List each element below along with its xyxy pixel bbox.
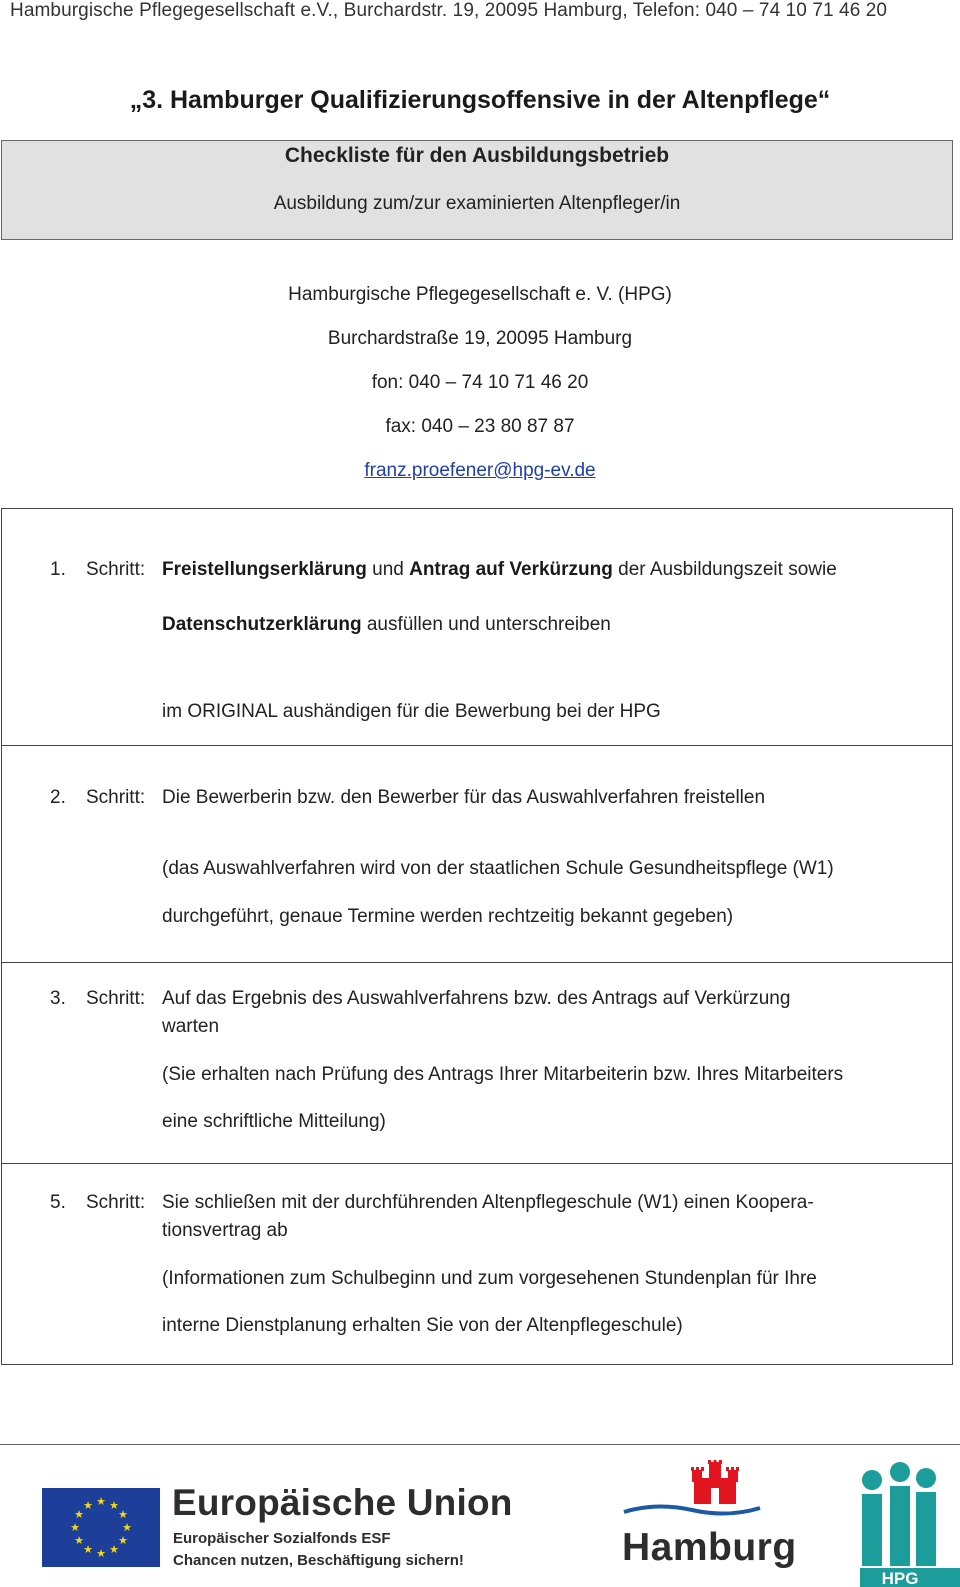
step-5-prefix: Schritt: — [86, 1192, 146, 1213]
svg-text:★: ★ — [74, 1508, 84, 1521]
step-1-bold-1: Freistellungserklärung — [162, 559, 367, 580]
svg-text:★: ★ — [83, 1499, 93, 1512]
step-5-text-2: tionsvertrag ab — [162, 1220, 288, 1241]
svg-text:★: ★ — [96, 1495, 106, 1508]
hpg-logo-text: HPG — [881, 1569, 919, 1587]
step-3-note-1: (Sie erhalten nach Prüfung des Antrags Ihrer Mitarbeiterin bzw. Ihres Mitarbeiters — [162, 1064, 844, 1085]
address-phone: fon: 040 – 74 10 71 46 20 — [371, 372, 589, 393]
step-1-prefix: Schritt: — [86, 559, 146, 580]
address-fax: fax: 040 – 23 80 87 87 — [385, 416, 575, 437]
step-1-line-1: Freistellungserklärung und Antrag auf Verkürzung der Ausbildungszeit sowie — [162, 559, 837, 580]
hamburg-castle-icon — [680, 1460, 750, 1504]
step-5-section — [1, 1163, 953, 1365]
step-2-text: Die Bewerberin bzw. den Bewerber für das Auswahlverfahren freistellen — [162, 787, 766, 808]
address-street: Burchardstraße 19, 20095 Hamburg — [327, 328, 633, 349]
eu-title: Europäische Union — [172, 1482, 513, 1523]
step-2-section — [1, 745, 953, 963]
eu-flag-icon — [42, 1488, 160, 1567]
step-3-note-2: eine schriftliche Mitteilung) — [162, 1111, 386, 1132]
checklist-heading: Checkliste für den Ausbildungsbetrieb — [284, 144, 670, 167]
step-3-prefix: Schritt: — [86, 988, 146, 1009]
document-title: „3. Hamburger Qualifizierungsoffensive in der Altenpflege“ — [129, 86, 831, 114]
svg-text:★: ★ — [118, 1534, 128, 1547]
step-1-line-2: Datenschutzerklärung ausfüllen und unterschreiben — [162, 614, 611, 635]
svg-text:★: ★ — [118, 1508, 128, 1521]
svg-text:★: ★ — [70, 1521, 80, 1534]
eu-slogan: Chancen nutzen, Beschäftigung sichern! — [173, 1552, 464, 1569]
address-org: Hamburgische Pflegegesellschaft e. V. (HPG) — [288, 284, 672, 305]
step-5-number: 5. — [50, 1192, 66, 1213]
page-header: Hamburgische Pflegegesellschaft e.V., Burchardstr. 19, 20095 Hamburg, Telefon: 040 – 74 10 71 46 20 — [10, 0, 888, 21]
step-2-number: 2. — [50, 787, 66, 808]
step-3-text-2: warten — [162, 1016, 220, 1037]
step-3-section — [1, 962, 953, 1164]
svg-text:★: ★ — [74, 1534, 84, 1547]
hamburg-logo-text: Hamburg — [622, 1526, 797, 1569]
step-5-note-1: (Informationen zum Schulbeginn und zum vorgesehenen Stundenplan für Ihre — [162, 1268, 817, 1289]
checklist-heading-box — [1, 140, 953, 240]
step-1-number: 1. — [50, 559, 66, 580]
step-1-section — [1, 508, 953, 746]
footer-divider — [0, 1444, 960, 1445]
svg-text:★: ★ — [109, 1499, 119, 1512]
step-1-bold-2: Antrag auf Verkürzung — [409, 559, 613, 580]
hamburg-wave-icon — [622, 1500, 762, 1520]
step-3-text-1: Auf das Ergebnis des Auswahlverfahrens bzw. des Antrags auf Verkürzung — [162, 988, 791, 1009]
step-2-note-1: (das Auswahlverfahren wird von der staatlichen Schule Gesundheitspflege (W1) — [162, 858, 834, 879]
hpg-logo — [860, 1462, 960, 1587]
svg-text:★: ★ — [122, 1521, 132, 1534]
step-2-prefix: Schritt: — [86, 787, 146, 808]
step-2-note-2: durchgeführt, genaue Termine werden rechtzeitig bekannt gegeben) — [162, 906, 734, 927]
checklist-subheading: Ausbildung zum/zur examinierten Altenpfleger/in — [273, 193, 681, 214]
step-1-bold-3: Datenschutzerklärung — [162, 614, 362, 635]
address-email-row — [0, 460, 960, 482]
eu-fund: Europäischer Sozialfonds ESF — [173, 1530, 391, 1547]
step-3-number: 3. — [50, 988, 66, 1009]
email-link[interactable]: franz.proefener@hpg-ev.de — [364, 460, 596, 481]
step-5-note-2: interne Dienstplanung erhalten Sie von der Altenpflegeschule) — [162, 1315, 683, 1336]
step-1-note: im ORIGINAL aushändigen für die Bewerbung bei der HPG — [162, 701, 661, 722]
svg-text:★: ★ — [83, 1543, 93, 1556]
svg-text:★: ★ — [96, 1547, 106, 1560]
step-5-text-1: Sie schließen mit der durchführenden Altenpflegeschule (W1) einen Koopera- — [162, 1192, 814, 1213]
svg-text:★: ★ — [109, 1543, 119, 1556]
